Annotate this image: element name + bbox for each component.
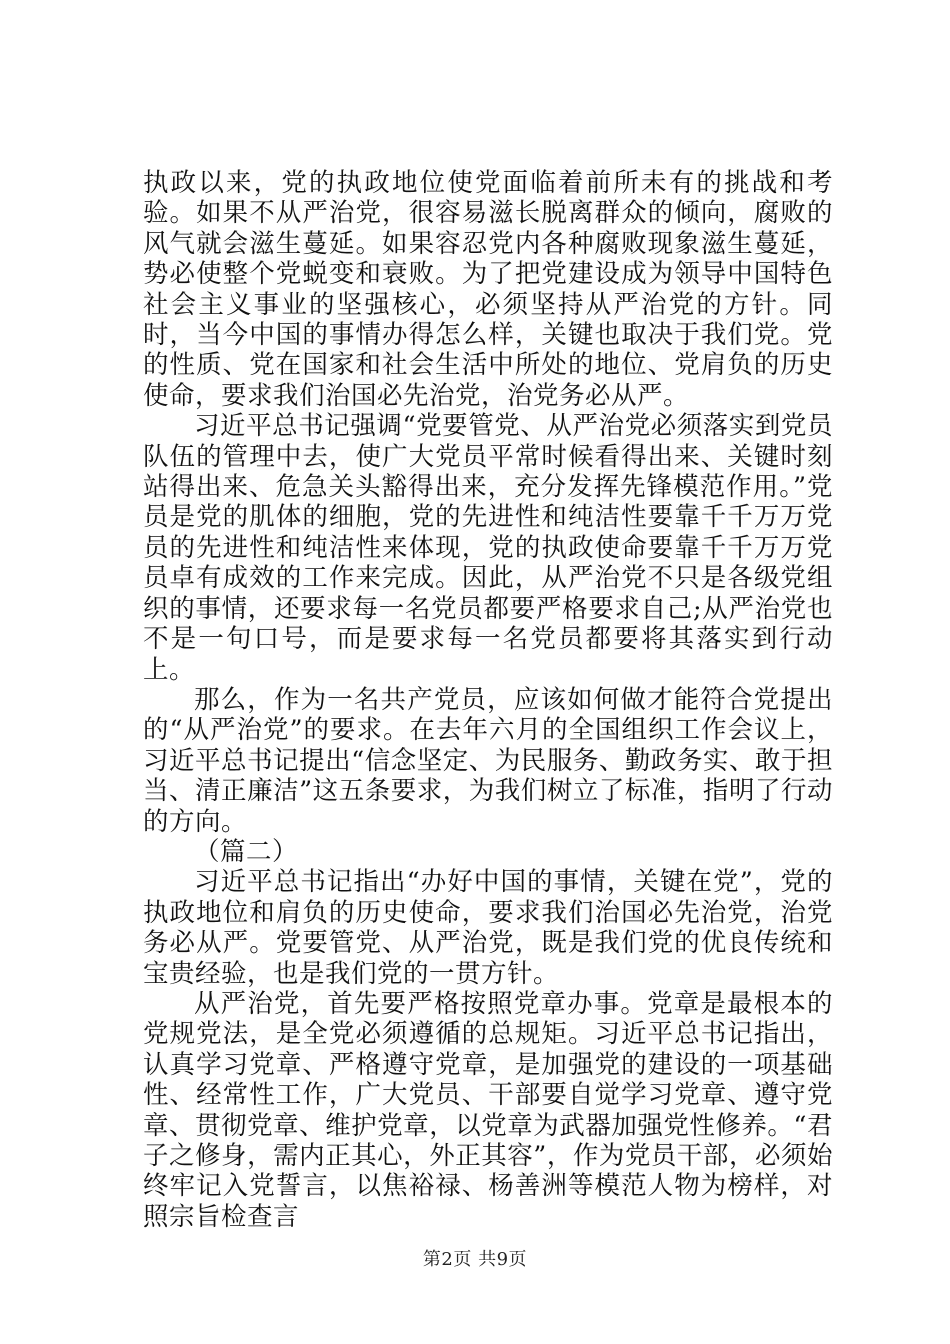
- paragraph: 习近平总书记指出“办好中国的事情，关键在党”，党的执政地位和肩负的历史使命，要求我们治国必先治党，治党务必从严。党要管党、从严治党，既是我们党的优良传统和宝贵经验，也是我们党的一贯方针。: [143, 867, 833, 989]
- section-heading: （篇二）: [194, 836, 299, 867]
- page-number-footer: 第2页 共9页: [422, 1249, 528, 1270]
- document-body: [143, 168, 833, 1232]
- paragraph: 从严治党，首先要严格按照党章办事。党章是最根本的党规党法，是全党必须遵循的总规矩。习近平总书记指出，认真学习党章、严格遵守党章，是加强党的建设的一项基础性、经常性工作，广大党员、干部要自觉学习党章、遵守党章、贯彻党章、维护党章，以党章为武器加强党性修养。“君子之修身，需内正其心，外正其容”，作为党员干部，必须始终牢记入党誓言，以焦裕禄、杨善洲等模范人物为榜样，对照宗旨检查言: [143, 988, 833, 1232]
- paragraph: 那么，作为一名共产党员，应该如何做才能符合党提出的“从严治党”的要求。在去年六月的全国组织工作会议上，习近平总书记提出“信念坚定、为民服务、勤政务实、敢于担当、清正廉洁”这五条要求，为我们树立了标准，指明了行动的方向。: [143, 684, 833, 837]
- paragraph-continuation: 执政以来，党的执政地位使党面临着前所未有的挑战和考验。如果不从严治党，很容易滋长脱离群众的倾向，腐败的风气就会滋生蔓延。如果容忍党内各种腐败现象滋生蔓延，势必使整个党蜕变和衰败。为了把党建设成为领导中国特色社会主义事业的坚强核心，必须坚持从严治党的方针。同时，当今中国的事情办得怎么样，关键也取决于我们党。党的性质、党在国家和社会生活中所处的地位、党肩负的历史使命，要求我们治国必先治党，治党务必从严。: [143, 168, 833, 411]
- paragraph: 习近平总书记强调“党要管党、从严治党必须落实到党员队伍的管理中去，使广大党员平常时候看得出来、关键时刻站得出来、危急关头豁得出来，充分发挥先锋模范作用。”党员是党的肌体的细胞，党的先进性和纯洁性要靠千千万万党员的先进性和纯洁性来体现，党的执政使命要靠千千万万党员卓有成效的工作来完成。因此，从严治党不只是各级党组织的事情，还要求每一名党员都要严格要求自己;从严治党也不是一句口号，而是要求每一名党员都要将其落实到行动上。: [143, 411, 833, 685]
